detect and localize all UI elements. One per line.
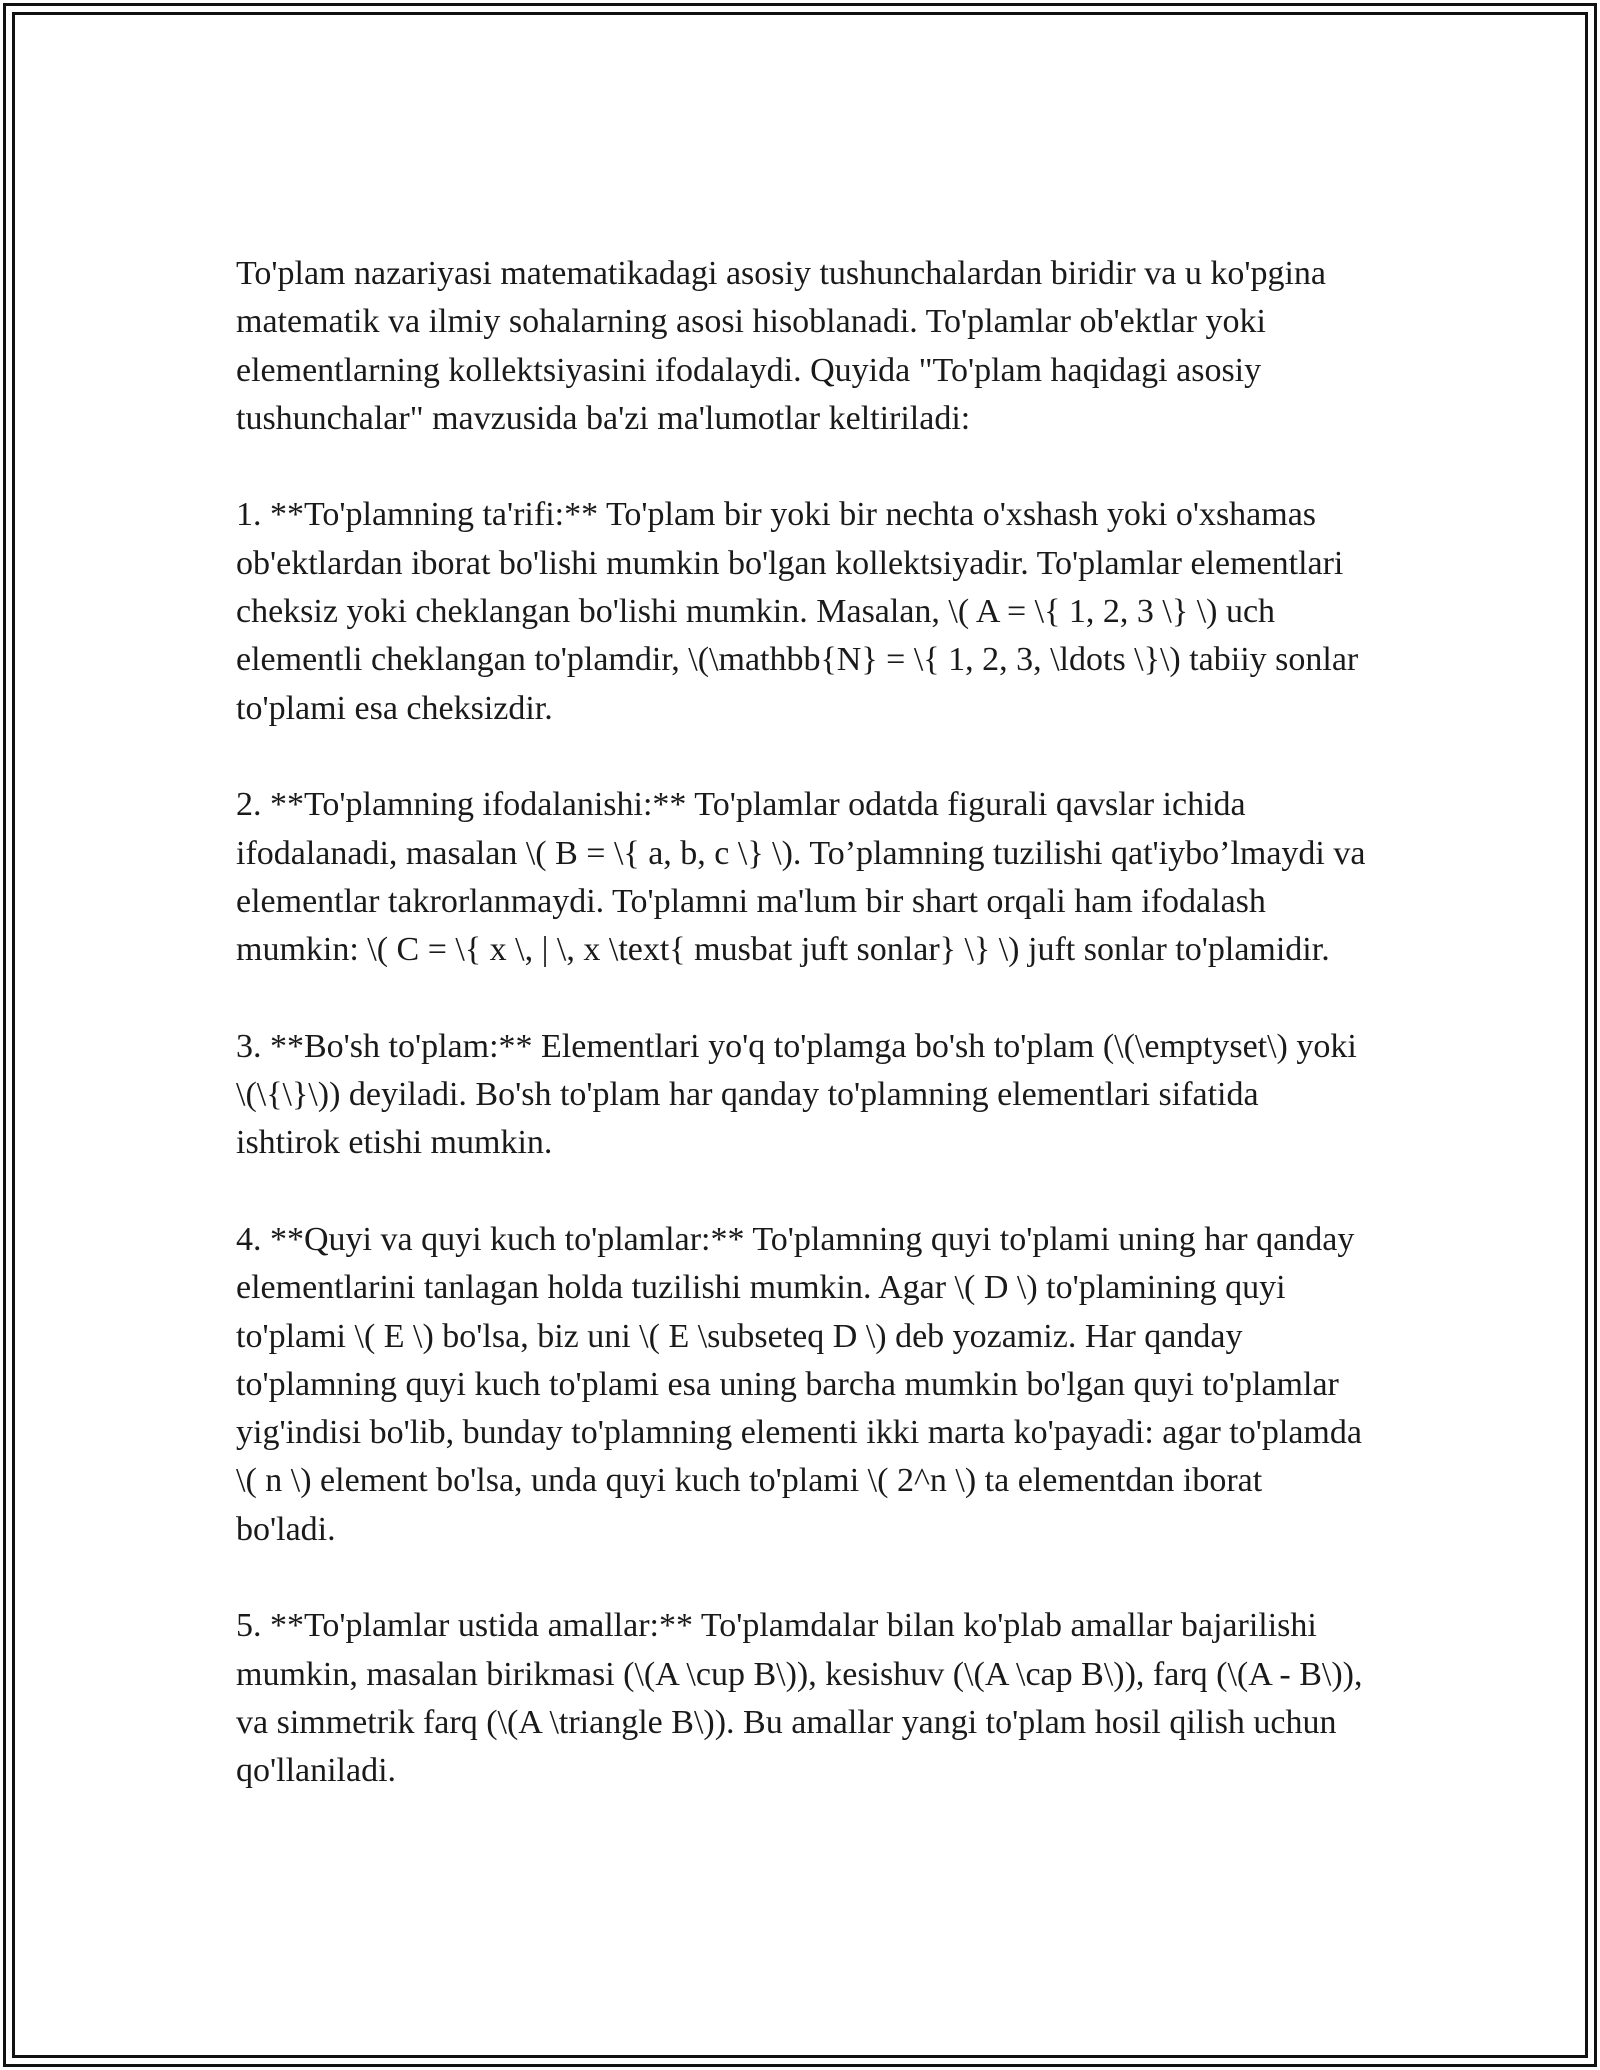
notation-paragraph: 2. **To'plamning ifodalanishi:** To'plamlar odatda figurali qavslar ichida ifodalanadi, masalan \( B = \{ a, b, c \} \). To’plamning tuzilishi qat'iybo’lmaydi va elementlar takrorlanmaydi. To'plamni ma'lum bir shart orqali ham ifodalash mumkin: \( C = \{ x \, | \, x \text{ musbat juft sonlar} \} \) juft sonlar to'plamidir. [236, 786, 1366, 969]
subsets-paragraph: 4. **Quyi va quyi kuch to'plamlar:** To'plamning quyi to'plami uning har qanday elementlarini tanlagan holda tuzilishi mumkin. Agar \( D \) to'plamining quyi to'plami \( E \) bo'lsa, biz uni \( E \subseteq D \) deb yozamiz. Har qanday to'plamning quyi kuch to'plami esa uning barcha mumkin bo'lgan quyi to'plamlar yig'indisi bo'lib, bunday to'plamning elementi ikki marta ko'payadi: agar to'plamda \( n \) element bo'lsa, unda quyi kuch to'plami \( 2^n \) ta elementdan iborat bo'ladi. [236, 1220, 1362, 1548]
document-body [236, 250, 1366, 1796]
definition-paragraph: 1. **To'plamning ta'rifi:** To'plam bir yoki bir nechta o'xshash yoki o'xshamas ob'ektlardan iborat bo'lishi mumkin bo'lgan kollektsiyadir. To'plamlar elementlari cheksiz yoki cheklangan bo'lishi mumkin. Masalan, \( A = \{ 1, 2, 3 \} \) uch elementli cheklangan to'plamdir, \(\mathbb{N} = \{ 1, 2, 3, \ldots \}\) tabiiy sonlar to'plami esa cheksizdir. [236, 496, 1359, 727]
empty-set-paragraph: 3. **Bo'sh to'plam:** Elementlari yo'q to'plamga bo'sh to'plam (\(\emptyset\) yoki \(\{\}\)) deyiladi. Bo'sh to'plam har qanday to'plamning elementlari sifatida ishtirok etishi mumkin. [236, 1027, 1357, 1162]
operations-paragraph: 5. **To'plamlar ustida amallar:** To'plamdalar bilan ko'plab amallar bajarilishi mumkin, masalan birikmasi (\(A \cup B\)), kesishuv (\(A \cap B\)), farq (\(A - B\)), va simmetrik farq (\(A \triangle B\)). Bu amallar yangi to'plam hosil qilish uchun qo'llaniladi. [236, 1607, 1363, 1790]
intro-paragraph: To'plam nazariyasi matematikadagi asosiy tushunchalardan biridir va u ko'pgina matematik va ilmiy sohalarning asosi hisoblanadi. To'plamlar ob'ektlar yoki elementlarning kollektsiyasini ifodalaydi. Quyida "To'plam haqidagi asosiy tushunchalar" mavzusida ba'zi ma'lumotlar keltiriladi: [236, 255, 1326, 437]
